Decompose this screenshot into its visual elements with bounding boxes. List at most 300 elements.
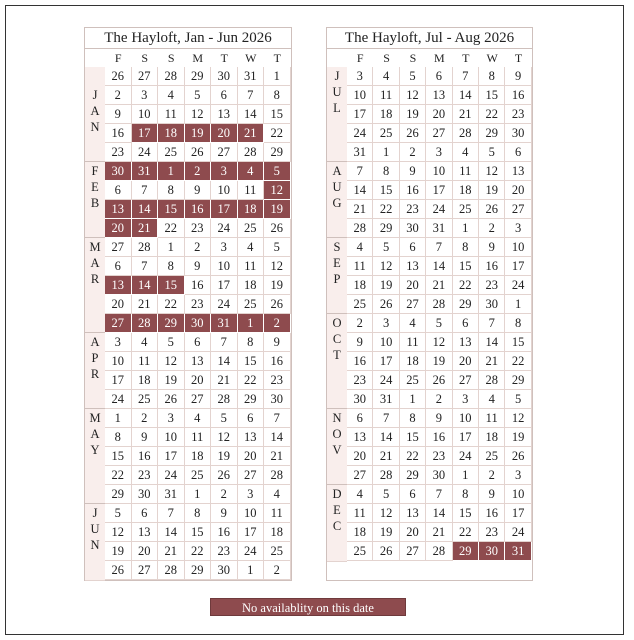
day-cell[interactable]: 22 bbox=[373, 200, 399, 219]
day-cell[interactable]: 17 bbox=[453, 428, 479, 447]
day-cell[interactable]: 13 bbox=[400, 504, 426, 523]
day-cell[interactable]: 13 bbox=[400, 257, 426, 276]
day-cell[interactable]: 29 bbox=[373, 219, 399, 238]
day-cell[interactable]: 21 bbox=[211, 371, 238, 390]
day-cell-unavailable[interactable]: 30 bbox=[185, 314, 212, 333]
day-cell[interactable]: 6 bbox=[105, 181, 132, 200]
day-cell[interactable]: 31 bbox=[426, 219, 452, 238]
day-cell[interactable]: 28 bbox=[453, 124, 479, 143]
day-cell[interactable]: 27 bbox=[426, 124, 452, 143]
day-cell[interactable]: 26 bbox=[505, 447, 531, 466]
day-cell[interactable]: 3 bbox=[373, 314, 399, 333]
day-cell[interactable]: 20 bbox=[453, 352, 479, 371]
day-cell[interactable]: 8 bbox=[453, 238, 479, 257]
day-cell-unavailable[interactable]: 31 bbox=[132, 162, 159, 181]
day-cell[interactable]: 9 bbox=[132, 428, 159, 447]
day-cell[interactable]: 16 bbox=[211, 523, 238, 542]
day-cell[interactable]: 10 bbox=[158, 428, 185, 447]
day-cell[interactable]: 7 bbox=[426, 238, 452, 257]
day-cell[interactable]: 12 bbox=[158, 352, 185, 371]
day-cell[interactable]: 1 bbox=[453, 219, 479, 238]
day-cell[interactable]: 23 bbox=[479, 523, 505, 542]
day-cell[interactable]: 7 bbox=[373, 409, 399, 428]
day-cell[interactable]: 17 bbox=[373, 352, 399, 371]
day-cell[interactable]: 20 bbox=[400, 523, 426, 542]
day-cell[interactable]: 7 bbox=[158, 504, 185, 523]
day-cell[interactable]: 20 bbox=[347, 447, 373, 466]
day-cell[interactable]: 24 bbox=[505, 276, 531, 295]
day-cell[interactable]: 15 bbox=[479, 86, 505, 105]
day-cell[interactable]: 6 bbox=[347, 409, 373, 428]
day-cell[interactable]: 9 bbox=[185, 181, 212, 200]
day-cell[interactable]: 6 bbox=[505, 143, 531, 162]
day-cell[interactable]: 20 bbox=[400, 276, 426, 295]
day-cell-unavailable[interactable]: 1 bbox=[238, 314, 265, 333]
day-cell-unavailable[interactable]: 1 bbox=[158, 162, 185, 181]
day-cell[interactable]: 17 bbox=[505, 504, 531, 523]
day-cell[interactable]: 7 bbox=[426, 485, 452, 504]
day-cell[interactable]: 8 bbox=[158, 181, 185, 200]
day-cell[interactable]: 14 bbox=[426, 504, 452, 523]
day-cell[interactable]: 7 bbox=[264, 409, 291, 428]
day-cell[interactable]: 9 bbox=[264, 333, 291, 352]
day-cell[interactable]: 22 bbox=[264, 124, 291, 143]
day-cell[interactable]: 27 bbox=[505, 200, 531, 219]
day-cell[interactable]: 1 bbox=[505, 295, 531, 314]
day-cell-unavailable[interactable]: 17 bbox=[211, 200, 238, 219]
day-cell[interactable]: 16 bbox=[264, 352, 291, 371]
day-cell-unavailable[interactable]: 17 bbox=[132, 124, 159, 143]
day-cell[interactable]: 22 bbox=[158, 295, 185, 314]
day-cell[interactable]: 12 bbox=[400, 86, 426, 105]
day-cell[interactable]: 23 bbox=[211, 542, 238, 561]
day-cell[interactable]: 19 bbox=[505, 428, 531, 447]
day-cell[interactable]: 4 bbox=[132, 333, 159, 352]
day-cell[interactable]: 6 bbox=[132, 504, 159, 523]
day-cell[interactable]: 10 bbox=[426, 162, 452, 181]
day-cell[interactable]: 19 bbox=[105, 542, 132, 561]
day-cell[interactable]: 11 bbox=[185, 428, 212, 447]
day-cell[interactable]: 9 bbox=[479, 485, 505, 504]
day-cell[interactable]: 5 bbox=[400, 67, 426, 86]
day-cell[interactable]: 1 bbox=[238, 561, 265, 580]
day-cell[interactable]: 16 bbox=[426, 428, 452, 447]
day-cell[interactable]: 2 bbox=[347, 314, 373, 333]
day-cell[interactable]: 15 bbox=[400, 428, 426, 447]
day-cell[interactable]: 4 bbox=[453, 143, 479, 162]
day-cell[interactable]: 25 bbox=[158, 143, 185, 162]
day-cell[interactable]: 27 bbox=[185, 390, 212, 409]
day-cell[interactable]: 11 bbox=[347, 504, 373, 523]
day-cell-unavailable[interactable]: 30 bbox=[479, 542, 505, 561]
day-cell[interactable]: 21 bbox=[264, 447, 291, 466]
day-cell[interactable]: 18 bbox=[453, 181, 479, 200]
day-cell[interactable]: 29 bbox=[264, 143, 291, 162]
day-cell[interactable]: 3 bbox=[426, 143, 452, 162]
day-cell[interactable]: 1 bbox=[373, 143, 399, 162]
day-cell[interactable]: 2 bbox=[105, 86, 132, 105]
day-cell[interactable]: 26 bbox=[400, 124, 426, 143]
day-cell[interactable]: 5 bbox=[264, 238, 291, 257]
day-cell[interactable]: 1 bbox=[105, 409, 132, 428]
day-cell[interactable]: 23 bbox=[505, 105, 531, 124]
day-cell[interactable]: 7 bbox=[479, 314, 505, 333]
day-cell[interactable]: 6 bbox=[211, 86, 238, 105]
day-cell[interactable]: 5 bbox=[426, 314, 452, 333]
day-cell[interactable]: 26 bbox=[264, 219, 291, 238]
day-cell[interactable]: 24 bbox=[453, 447, 479, 466]
day-cell[interactable]: 3 bbox=[505, 219, 531, 238]
day-cell[interactable]: 14 bbox=[238, 105, 265, 124]
day-cell[interactable]: 5 bbox=[479, 143, 505, 162]
day-cell[interactable]: 28 bbox=[426, 542, 452, 561]
day-cell[interactable]: 23 bbox=[426, 447, 452, 466]
day-cell[interactable]: 27 bbox=[400, 542, 426, 561]
day-cell[interactable]: 18 bbox=[373, 105, 399, 124]
day-cell[interactable]: 21 bbox=[158, 542, 185, 561]
day-cell-unavailable[interactable]: 29 bbox=[453, 542, 479, 561]
day-cell[interactable]: 6 bbox=[105, 257, 132, 276]
day-cell[interactable]: 1 bbox=[185, 485, 212, 504]
day-cell[interactable]: 17 bbox=[426, 181, 452, 200]
day-cell[interactable]: 3 bbox=[211, 238, 238, 257]
day-cell[interactable]: 25 bbox=[347, 542, 373, 561]
day-cell[interactable]: 18 bbox=[479, 428, 505, 447]
day-cell[interactable]: 4 bbox=[185, 409, 212, 428]
day-cell[interactable]: 7 bbox=[453, 67, 479, 86]
day-cell[interactable]: 30 bbox=[264, 390, 291, 409]
day-cell[interactable]: 18 bbox=[238, 276, 265, 295]
day-cell[interactable]: 16 bbox=[400, 181, 426, 200]
day-cell-unavailable[interactable]: 18 bbox=[158, 124, 185, 143]
day-cell-unavailable[interactable]: 20 bbox=[105, 219, 132, 238]
day-cell[interactable]: 26 bbox=[479, 200, 505, 219]
day-cell[interactable]: 24 bbox=[238, 542, 265, 561]
day-cell[interactable]: 4 bbox=[347, 485, 373, 504]
day-cell-unavailable[interactable]: 2 bbox=[185, 162, 212, 181]
day-cell[interactable]: 9 bbox=[400, 162, 426, 181]
day-cell[interactable]: 24 bbox=[158, 466, 185, 485]
day-cell[interactable]: 8 bbox=[264, 86, 291, 105]
day-cell[interactable]: 31 bbox=[373, 390, 399, 409]
day-cell[interactable]: 2 bbox=[185, 238, 212, 257]
day-cell[interactable]: 1 bbox=[400, 390, 426, 409]
day-cell[interactable]: 19 bbox=[426, 352, 452, 371]
day-cell[interactable]: 14 bbox=[264, 428, 291, 447]
day-cell[interactable]: 14 bbox=[347, 181, 373, 200]
day-cell[interactable]: 6 bbox=[185, 333, 212, 352]
day-cell[interactable]: 30 bbox=[132, 485, 159, 504]
day-cell[interactable]: 24 bbox=[105, 390, 132, 409]
day-cell[interactable]: 13 bbox=[453, 333, 479, 352]
day-cell[interactable]: 19 bbox=[158, 371, 185, 390]
day-cell[interactable]: 18 bbox=[400, 352, 426, 371]
day-cell[interactable]: 6 bbox=[426, 67, 452, 86]
day-cell[interactable]: 8 bbox=[505, 314, 531, 333]
day-cell-unavailable[interactable]: 30 bbox=[105, 162, 132, 181]
day-cell-unavailable[interactable]: 27 bbox=[105, 314, 132, 333]
day-cell[interactable]: 3 bbox=[453, 390, 479, 409]
day-cell-unavailable[interactable]: 15 bbox=[158, 276, 185, 295]
day-cell[interactable]: 21 bbox=[426, 276, 452, 295]
day-cell[interactable]: 11 bbox=[347, 257, 373, 276]
day-cell[interactable]: 25 bbox=[347, 295, 373, 314]
day-cell[interactable]: 20 bbox=[185, 371, 212, 390]
day-cell[interactable]: 10 bbox=[105, 352, 132, 371]
day-cell[interactable]: 10 bbox=[347, 86, 373, 105]
day-cell[interactable]: 20 bbox=[105, 295, 132, 314]
day-cell[interactable]: 30 bbox=[211, 67, 238, 86]
day-cell[interactable]: 24 bbox=[211, 219, 238, 238]
day-cell[interactable]: 12 bbox=[211, 428, 238, 447]
day-cell[interactable]: 13 bbox=[347, 428, 373, 447]
day-cell[interactable]: 23 bbox=[132, 466, 159, 485]
day-cell-unavailable[interactable]: 14 bbox=[132, 200, 159, 219]
day-cell[interactable]: 11 bbox=[238, 181, 265, 200]
day-cell[interactable]: 21 bbox=[347, 200, 373, 219]
day-cell[interactable]: 7 bbox=[238, 86, 265, 105]
day-cell[interactable]: 6 bbox=[238, 409, 265, 428]
day-cell[interactable]: 19 bbox=[264, 276, 291, 295]
day-cell[interactable]: 17 bbox=[347, 105, 373, 124]
day-cell[interactable]: 3 bbox=[347, 67, 373, 86]
day-cell[interactable]: 17 bbox=[238, 523, 265, 542]
day-cell[interactable]: 4 bbox=[238, 238, 265, 257]
day-cell[interactable]: 28 bbox=[158, 561, 185, 580]
day-cell[interactable]: 29 bbox=[505, 371, 531, 390]
day-cell[interactable]: 8 bbox=[185, 504, 212, 523]
day-cell[interactable]: 16 bbox=[505, 86, 531, 105]
day-cell[interactable]: 10 bbox=[453, 409, 479, 428]
day-cell[interactable]: 2 bbox=[400, 143, 426, 162]
day-cell[interactable]: 3 bbox=[105, 333, 132, 352]
day-cell[interactable]: 21 bbox=[373, 447, 399, 466]
day-cell[interactable]: 29 bbox=[453, 295, 479, 314]
day-cell[interactable]: 15 bbox=[185, 523, 212, 542]
day-cell-unavailable[interactable]: 3 bbox=[211, 162, 238, 181]
day-cell[interactable]: 22 bbox=[185, 542, 212, 561]
day-cell-unavailable[interactable]: 31 bbox=[505, 542, 531, 561]
day-cell[interactable]: 23 bbox=[185, 219, 212, 238]
day-cell[interactable]: 23 bbox=[185, 295, 212, 314]
day-cell[interactable]: 18 bbox=[132, 371, 159, 390]
day-cell[interactable]: 25 bbox=[185, 466, 212, 485]
day-cell[interactable]: 17 bbox=[505, 257, 531, 276]
day-cell[interactable]: 16 bbox=[185, 276, 212, 295]
day-cell[interactable]: 8 bbox=[238, 333, 265, 352]
day-cell[interactable]: 19 bbox=[400, 105, 426, 124]
day-cell[interactable]: 12 bbox=[479, 162, 505, 181]
day-cell[interactable]: 22 bbox=[105, 466, 132, 485]
day-cell[interactable]: 10 bbox=[132, 105, 159, 124]
day-cell[interactable]: 18 bbox=[347, 276, 373, 295]
day-cell-unavailable[interactable]: 15 bbox=[158, 200, 185, 219]
day-cell[interactable]: 24 bbox=[505, 523, 531, 542]
day-cell[interactable]: 12 bbox=[505, 409, 531, 428]
day-cell-unavailable[interactable]: 19 bbox=[264, 200, 291, 219]
day-cell[interactable]: 5 bbox=[373, 238, 399, 257]
day-cell-unavailable[interactable]: 13 bbox=[105, 200, 132, 219]
day-cell[interactable]: 25 bbox=[132, 390, 159, 409]
day-cell[interactable]: 25 bbox=[238, 219, 265, 238]
day-cell-unavailable[interactable]: 19 bbox=[185, 124, 212, 143]
day-cell[interactable]: 30 bbox=[400, 219, 426, 238]
day-cell[interactable]: 13 bbox=[505, 162, 531, 181]
day-cell[interactable]: 5 bbox=[505, 390, 531, 409]
day-cell[interactable]: 20 bbox=[238, 447, 265, 466]
day-cell[interactable]: 4 bbox=[479, 390, 505, 409]
day-cell[interactable]: 16 bbox=[479, 257, 505, 276]
day-cell[interactable]: 15 bbox=[453, 257, 479, 276]
day-cell[interactable]: 23 bbox=[264, 371, 291, 390]
day-cell[interactable]: 25 bbox=[400, 371, 426, 390]
day-cell[interactable]: 24 bbox=[132, 143, 159, 162]
day-cell[interactable]: 23 bbox=[347, 371, 373, 390]
day-cell[interactable]: 10 bbox=[238, 504, 265, 523]
day-cell[interactable]: 26 bbox=[211, 466, 238, 485]
day-cell[interactable]: 22 bbox=[505, 352, 531, 371]
day-cell[interactable]: 18 bbox=[185, 447, 212, 466]
day-cell[interactable]: 23 bbox=[479, 276, 505, 295]
day-cell[interactable]: 15 bbox=[264, 105, 291, 124]
day-cell[interactable]: 29 bbox=[185, 561, 212, 580]
day-cell[interactable]: 16 bbox=[105, 124, 132, 143]
day-cell[interactable]: 16 bbox=[132, 447, 159, 466]
day-cell[interactable]: 1 bbox=[453, 466, 479, 485]
day-cell[interactable]: 31 bbox=[158, 485, 185, 504]
day-cell[interactable]: 27 bbox=[238, 466, 265, 485]
day-cell[interactable]: 3 bbox=[238, 485, 265, 504]
day-cell-unavailable[interactable]: 21 bbox=[238, 124, 265, 143]
day-cell[interactable]: 26 bbox=[185, 143, 212, 162]
day-cell[interactable]: 26 bbox=[373, 542, 399, 561]
day-cell[interactable]: 11 bbox=[132, 352, 159, 371]
day-cell[interactable]: 13 bbox=[211, 105, 238, 124]
day-cell-unavailable[interactable]: 18 bbox=[238, 200, 265, 219]
day-cell[interactable]: 20 bbox=[505, 181, 531, 200]
day-cell[interactable]: 4 bbox=[264, 485, 291, 504]
day-cell[interactable]: 17 bbox=[211, 276, 238, 295]
day-cell-unavailable[interactable]: 29 bbox=[158, 314, 185, 333]
day-cell[interactable]: 30 bbox=[426, 466, 452, 485]
day-cell[interactable]: 4 bbox=[347, 238, 373, 257]
day-cell[interactable]: 22 bbox=[453, 523, 479, 542]
day-cell[interactable]: 28 bbox=[347, 219, 373, 238]
day-cell[interactable]: 31 bbox=[238, 67, 265, 86]
day-cell[interactable]: 24 bbox=[211, 295, 238, 314]
day-cell[interactable]: 23 bbox=[400, 200, 426, 219]
day-cell[interactable]: 9 bbox=[105, 105, 132, 124]
day-cell[interactable]: 14 bbox=[211, 352, 238, 371]
day-cell[interactable]: 5 bbox=[211, 409, 238, 428]
day-cell[interactable]: 19 bbox=[373, 276, 399, 295]
day-cell[interactable]: 15 bbox=[105, 447, 132, 466]
day-cell[interactable]: 21 bbox=[479, 352, 505, 371]
day-cell[interactable]: 26 bbox=[158, 390, 185, 409]
day-cell[interactable]: 11 bbox=[453, 162, 479, 181]
day-cell[interactable]: 12 bbox=[426, 333, 452, 352]
day-cell[interactable]: 29 bbox=[105, 485, 132, 504]
day-cell[interactable]: 19 bbox=[211, 447, 238, 466]
day-cell[interactable]: 4 bbox=[158, 86, 185, 105]
day-cell[interactable]: 12 bbox=[264, 257, 291, 276]
day-cell[interactable]: 7 bbox=[211, 333, 238, 352]
day-cell-unavailable[interactable]: 5 bbox=[264, 162, 291, 181]
day-cell[interactable]: 9 bbox=[426, 409, 452, 428]
day-cell[interactable]: 26 bbox=[426, 371, 452, 390]
day-cell[interactable]: 16 bbox=[347, 352, 373, 371]
day-cell[interactable]: 11 bbox=[238, 257, 265, 276]
day-cell[interactable]: 24 bbox=[347, 124, 373, 143]
day-cell-unavailable[interactable]: 16 bbox=[185, 200, 212, 219]
day-cell[interactable]: 7 bbox=[347, 162, 373, 181]
day-cell[interactable]: 1 bbox=[158, 238, 185, 257]
day-cell[interactable]: 9 bbox=[211, 504, 238, 523]
day-cell[interactable]: 25 bbox=[479, 447, 505, 466]
day-cell[interactable]: 8 bbox=[400, 409, 426, 428]
day-cell[interactable]: 27 bbox=[105, 238, 132, 257]
day-cell[interactable]: 19 bbox=[479, 181, 505, 200]
day-cell[interactable]: 10 bbox=[505, 485, 531, 504]
day-cell[interactable]: 29 bbox=[479, 124, 505, 143]
day-cell[interactable]: 26 bbox=[105, 67, 132, 86]
day-cell[interactable]: 19 bbox=[373, 523, 399, 542]
day-cell[interactable]: 13 bbox=[238, 428, 265, 447]
day-cell-unavailable[interactable]: 20 bbox=[211, 124, 238, 143]
day-cell[interactable]: 5 bbox=[158, 333, 185, 352]
day-cell[interactable]: 8 bbox=[105, 428, 132, 447]
day-cell[interactable]: 3 bbox=[158, 409, 185, 428]
day-cell[interactable]: 10 bbox=[373, 333, 399, 352]
day-cell[interactable]: 20 bbox=[426, 105, 452, 124]
day-cell[interactable]: 4 bbox=[373, 67, 399, 86]
day-cell[interactable]: 5 bbox=[373, 485, 399, 504]
day-cell[interactable]: 22 bbox=[453, 276, 479, 295]
day-cell[interactable]: 8 bbox=[453, 485, 479, 504]
day-cell[interactable]: 11 bbox=[479, 409, 505, 428]
day-cell[interactable]: 30 bbox=[211, 561, 238, 580]
day-cell[interactable]: 22 bbox=[400, 447, 426, 466]
day-cell[interactable]: 17 bbox=[105, 371, 132, 390]
day-cell-unavailable[interactable]: 12 bbox=[264, 181, 291, 200]
day-cell-unavailable[interactable]: 28 bbox=[132, 314, 159, 333]
day-cell[interactable]: 21 bbox=[453, 105, 479, 124]
day-cell[interactable]: 3 bbox=[505, 466, 531, 485]
day-cell[interactable]: 11 bbox=[373, 86, 399, 105]
day-cell[interactable]: 15 bbox=[453, 504, 479, 523]
day-cell[interactable]: 21 bbox=[132, 295, 159, 314]
day-cell[interactable]: 23 bbox=[105, 143, 132, 162]
day-cell[interactable]: 13 bbox=[132, 523, 159, 542]
day-cell[interactable]: 5 bbox=[105, 504, 132, 523]
day-cell[interactable]: 2 bbox=[211, 485, 238, 504]
day-cell[interactable]: 27 bbox=[453, 371, 479, 390]
day-cell[interactable]: 29 bbox=[185, 67, 212, 86]
day-cell[interactable]: 5 bbox=[185, 86, 212, 105]
day-cell[interactable]: 27 bbox=[347, 466, 373, 485]
day-cell-unavailable[interactable]: 13 bbox=[105, 276, 132, 295]
day-cell[interactable]: 28 bbox=[211, 390, 238, 409]
day-cell[interactable]: 20 bbox=[132, 542, 159, 561]
day-cell[interactable]: 25 bbox=[238, 295, 265, 314]
day-cell[interactable]: 10 bbox=[505, 238, 531, 257]
day-cell[interactable]: 9 bbox=[479, 238, 505, 257]
day-cell[interactable]: 1 bbox=[264, 67, 291, 86]
day-cell[interactable]: 12 bbox=[373, 257, 399, 276]
day-cell[interactable]: 29 bbox=[400, 466, 426, 485]
day-cell-unavailable[interactable]: 14 bbox=[132, 276, 159, 295]
day-cell[interactable]: 26 bbox=[373, 295, 399, 314]
